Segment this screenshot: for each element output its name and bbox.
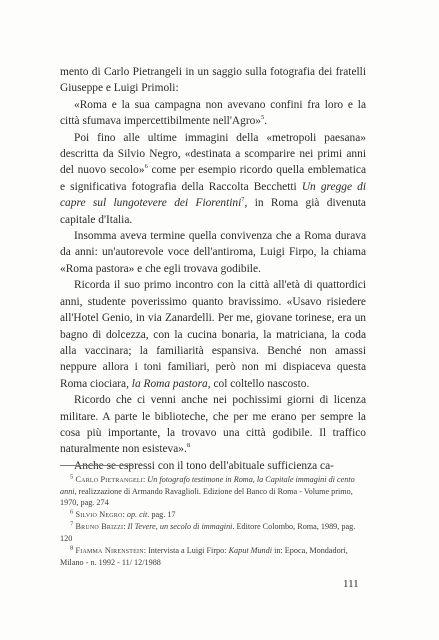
italic-text: la Roma pastora <box>131 377 208 390</box>
text-run: : <box>123 522 128 532</box>
author-name: Fiamma Nirenstein <box>73 546 144 556</box>
text-run: : <box>122 510 127 520</box>
footnote-marker: 5 <box>261 114 265 122</box>
text-run: . <box>264 115 268 128</box>
footnote-marker: 8 <box>70 544 74 552</box>
paragraph <box>60 97 366 130</box>
text-run: , realizzazione di Armando Ravaglioli. Edizione del Banco di Roma - Volume primo, 1970, pag. 274 <box>60 486 353 508</box>
text-run: , col coltello nascosto. <box>207 377 310 390</box>
footnote-separator <box>60 465 132 466</box>
paragraph <box>60 64 366 97</box>
body-text <box>60 64 366 474</box>
text-run: mento di Carlo Pietrangeli in un saggio sulla fotografia dei fratelli Giuseppe e Luigi Primoli: <box>60 66 366 95</box>
text-run: pag. 17 <box>149 510 176 520</box>
paragraph <box>60 277 366 392</box>
footnotes <box>60 474 366 569</box>
italic-text: Un gregge di capre sul lungotevere dei Fiorentini <box>60 180 367 210</box>
footnote-marker: 7 <box>241 196 245 204</box>
text-run: , in Roma già divenuta capitale d'Italia. <box>60 197 366 226</box>
text-run: Insomma aveva termine quella convivenza che a Roma durava da anni: un'autorevole voce dell'antiroma, Luigi Firpo, la chiama «Roma pastora» e che egli trovava godibile. <box>60 230 366 275</box>
italic-text: Kaput Mundi <box>228 546 273 556</box>
paragraph <box>60 130 366 228</box>
text-run: in: Epoca, Mondadori, Milano - n. 1992 - 11/ 12/1988 <box>60 546 348 567</box>
text-run: . Editore Colombo, Roma, 1989, pag. 120 <box>60 522 356 543</box>
footnote <box>60 509 366 521</box>
text-run: Ricordo che ci venni anche nei pochissimi giorni di licenza militare. A parte le biblioteche, che per me erano per sempre la cosa più importante, la trovavo una città godibile. Il traffico naturalmente non esisteva». <box>60 394 366 456</box>
paragraph <box>60 228 366 277</box>
footnote <box>60 545 366 568</box>
author-name: Carlo Pietrangeli <box>73 475 143 484</box>
text-run: Ricorda il suo primo incontro con la città all'età di quattordici anni, studente poverissimo quanto bravissimo. «Usavo risiedere all'Hotel Genio, in via Zanardelli. Per me, giovane torinese, era un bagno di dolcezza, con la cucina bonaria, la matriciana, la coda alla vaccinara; la familiarità espansiva. Benché non amassi neppure allora i toni familiari, però non mi dispiaceva questa Roma ciociara, <box>60 279 366 390</box>
paragraph <box>60 392 366 458</box>
footnote <box>60 474 366 509</box>
text-run: : Intervista a Luigi Firpo: <box>143 546 229 556</box>
text-run: Anche se espressi con il tono dell'abituale sufficienza ca- <box>74 459 334 472</box>
footnote <box>60 521 366 544</box>
footnote-marker: 5 <box>70 473 74 481</box>
italic-text: Un fotografo testimone in Roma, la Capitale immagini di cento anni <box>60 475 355 496</box>
text-run: come per esempio ricordo quella emblematica e significativa fotografia della Raccolta Becchetti <box>60 164 366 193</box>
italic-text: op. cit. <box>126 510 150 520</box>
footnote-marker: 8 <box>186 442 191 450</box>
author-name: Bruno Brizzi <box>73 522 124 532</box>
italic-text: Il Tevere, un secolo di immagini <box>127 522 233 532</box>
text-run: : <box>142 475 148 484</box>
text-run: Poi fino alle ultime immagini della «metropoli paesana» descritta da Silvio Negro, «destinata a scomparire nei primi anni del nuovo secolo» <box>60 131 366 177</box>
footnote-marker: 6 <box>144 163 148 171</box>
text-run: «Roma e la sua campagna non avevano confini fra loro e la città sfumava impercettibilmente nell'Agro» <box>60 98 366 128</box>
author-name: Silvio Negro <box>73 510 123 520</box>
page-number: 111 <box>343 578 359 590</box>
footnote-marker: 6 <box>70 508 74 516</box>
footnote-marker: 7 <box>70 520 74 528</box>
